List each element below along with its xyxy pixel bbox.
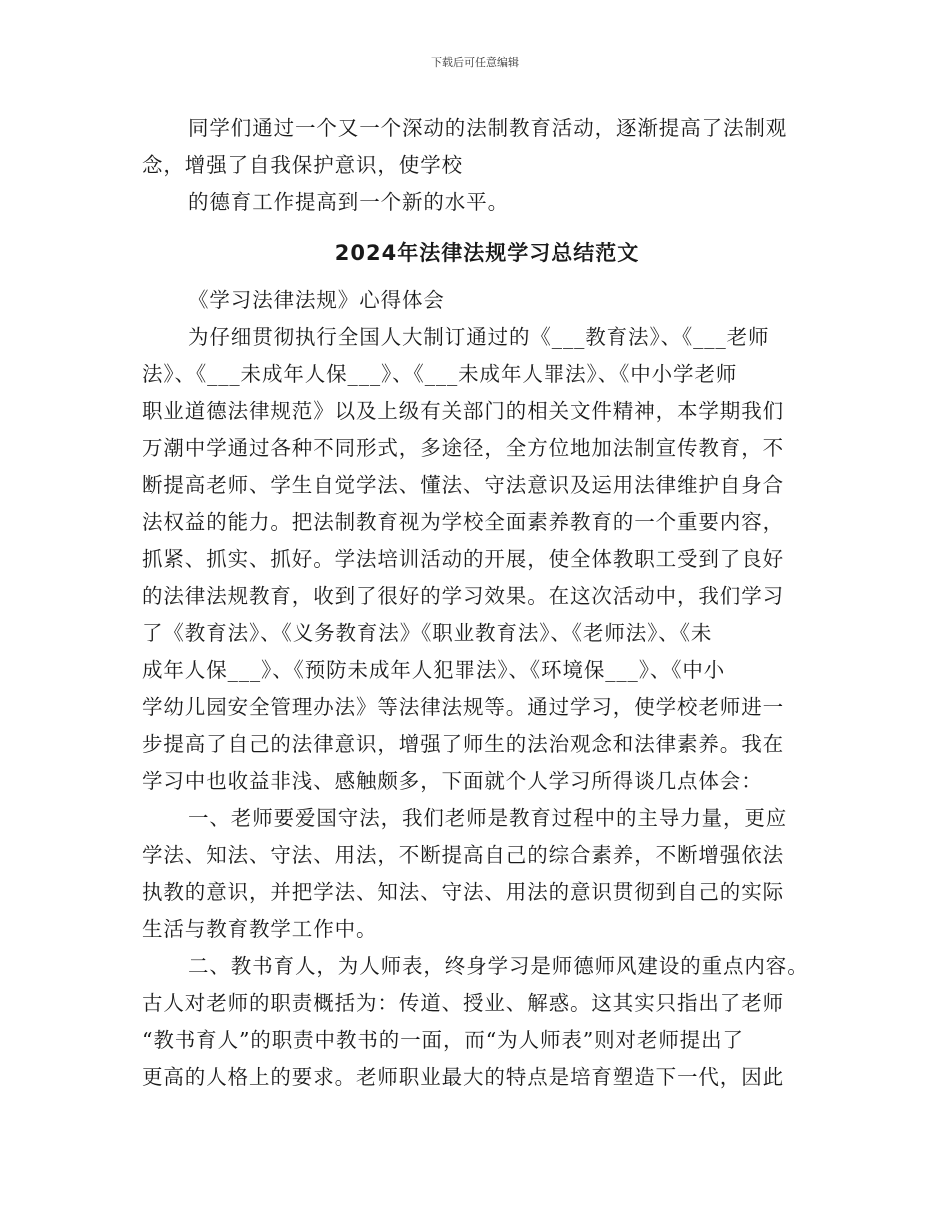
paragraph-3 bbox=[142, 948, 832, 1096]
text-line: 生活与教育教学工作中。 bbox=[142, 917, 378, 941]
paragraph-1 bbox=[142, 319, 832, 800]
text-line: 步提高了自己的法律意识，增强了师生的法治观念和法律素养。我在 bbox=[142, 732, 784, 756]
text-line: 万潮中学通过各种不同形式，多途径，全方位地加法制宣传教育，不 bbox=[142, 436, 784, 460]
text-line: 古人对老师的职责概括为：传道、授业、解惑。这其实只指出了老师 bbox=[142, 991, 784, 1015]
paragraph-2 bbox=[142, 800, 832, 948]
text-line: 的德育工作提高到一个新的水平。 bbox=[188, 190, 509, 214]
text-line: 二、教书育人，为人师表，终身学习是师德师风建设的重点内容。 bbox=[188, 954, 809, 978]
text-line: 成年人保___》、《预防未成年人犯罪法》、《环境保___》、《中小 bbox=[142, 658, 726, 682]
text-line: 学习中也收益非浅、感触颇多，下面就个人学习所得谈几点体会： bbox=[142, 769, 763, 793]
text-line: 职业道德法律规范》以及上级有关部门的相关文件精神，本学期我们 bbox=[142, 399, 784, 423]
text-line: 更高的人格上的要求。老师职业最大的特点是培育塑造下一代，因此 bbox=[142, 1065, 784, 1089]
document-subtitle: 《学习法律法规》心得体会 bbox=[188, 288, 445, 312]
text-line: 一、老师要爱国守法，我们老师是教育过程中的主导力量，更应 bbox=[188, 806, 788, 830]
document-title: 2024年法律法规学习总结范文 bbox=[334, 241, 640, 265]
text-line: 为仔细贯彻执行全国人大制订通过的《___教育法》、《___老师 bbox=[188, 325, 770, 349]
text-line: 了《教育法》、《义务教育法》《职业教育法》、《老师法》、《未 bbox=[142, 621, 713, 645]
page-header: 下载后可任意编辑 bbox=[431, 56, 519, 69]
text-line: 的法律法规教育，收到了很好的学习效果。在这次活动中，我们学习 bbox=[142, 584, 784, 608]
text-line: 断提高老师、学生自觉学法、懂法、守法意识及运用法律维护自身合 bbox=[142, 473, 784, 497]
text-line: “教书育人”的职责中教书的一面，而“为人师表”则对老师提出了 bbox=[142, 1028, 744, 1052]
text-line: 法权益的能力。把法制教育视为学校全面素养教育的一个重要内容， bbox=[142, 510, 784, 534]
intro-paragraph bbox=[142, 110, 832, 221]
text-line: 执教的意识，并把学法、知法、守法、用法的意识贯彻到自己的实际 bbox=[142, 880, 784, 904]
document-body bbox=[142, 110, 832, 1096]
text-line: 法》、《___未成年人保___》、《___未成年人罪法》、《中小学老师 bbox=[142, 362, 738, 386]
text-line: 抓紧、抓实、抓好。学法培训活动的开展，使全体教职工受到了良好 bbox=[142, 547, 784, 571]
text-line: 念，增强了自我保护意识，使学校 bbox=[142, 153, 463, 177]
text-line: 学法、知法、守法、用法，不断提高自己的综合素养，不断增强依法 bbox=[142, 843, 784, 867]
text-line: 学幼儿园安全管理办法》等法律法规等。通过学习，使学校老师进一 bbox=[142, 695, 784, 719]
text-line: 同学们通过一个又一个深动的法制教育活动，逐渐提高了法制观 bbox=[188, 116, 788, 140]
